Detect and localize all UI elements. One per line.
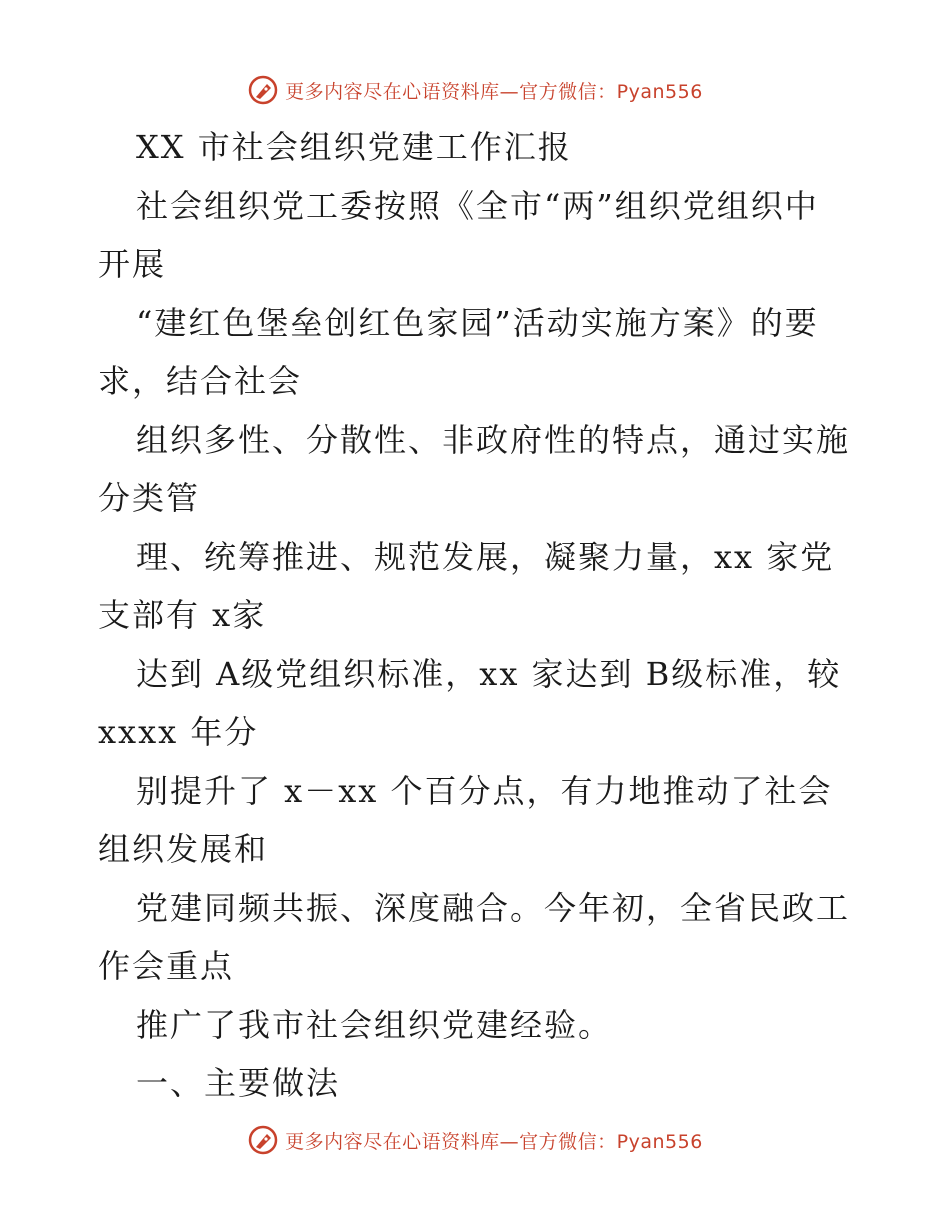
pen-nib-logo-icon	[247, 74, 279, 106]
text-line: 支部有 x家	[98, 596, 267, 634]
text-line: 求，结合社会	[98, 362, 303, 400]
text-line: xxxx 年分	[98, 713, 259, 751]
text-line: 别提升了 x－xx 个百分点，有力地推动了社会	[136, 771, 833, 810]
document-title: XX 市社会组织党建工作汇报	[136, 128, 572, 166]
pen-nib-logo-icon	[247, 1124, 279, 1156]
text-line: 社会组织党工委按照《全市“两”组织党组织中	[136, 186, 819, 225]
text-line: 一、主要做法	[136, 1064, 341, 1102]
text-line: 理、统筹推进、规范发展，凝聚力量，xx 家党	[136, 537, 835, 576]
header-banner	[0, 70, 950, 110]
text-line: 作会重点	[98, 947, 235, 985]
text-line: 推广了我市社会组织党建经验。	[136, 1005, 613, 1044]
document-body	[98, 118, 858, 1113]
footer-banner-text: 更多内容尽在心语资料库—官方微信：Pyan556	[285, 1130, 703, 1153]
text-line: 党建同频共振、深度融合。今年初，全省民政工	[136, 888, 851, 927]
text-line: “建红色堡垒创红色家园”活动实施方案》的要	[136, 303, 819, 342]
header-banner-text: 更多内容尽在心语资料库—官方微信：Pyan556	[285, 80, 703, 103]
text-line: 组织发展和	[98, 830, 269, 868]
text-line: 组织多性、分散性、非政府性的特点，通过实施	[136, 420, 851, 459]
text-line: 达到 A级党组织标准，xx 家达到 B级标准，较	[136, 654, 842, 693]
text-line: 分类管	[98, 479, 201, 517]
footer-banner	[0, 1120, 950, 1160]
text-line: 开展	[98, 245, 167, 283]
